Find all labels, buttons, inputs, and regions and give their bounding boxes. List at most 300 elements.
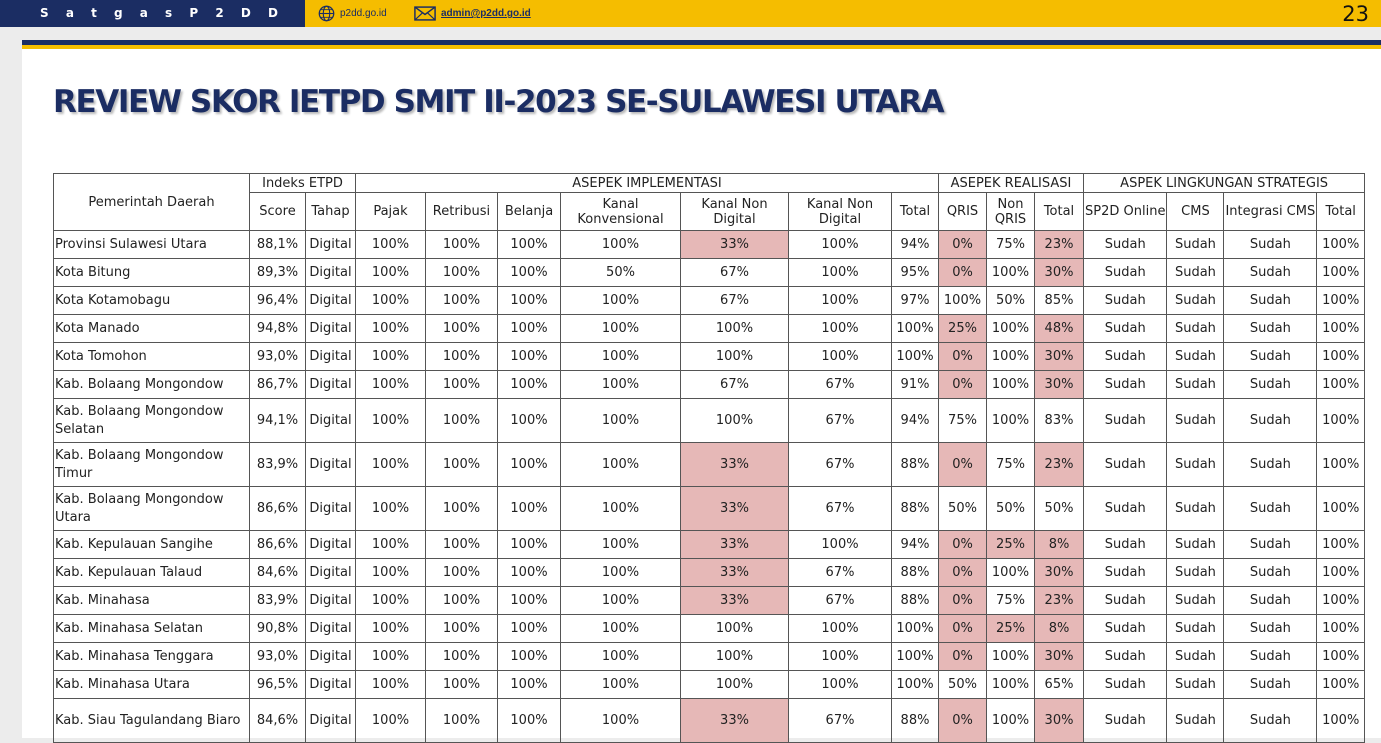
column-header: Kanal Konvensional	[561, 193, 681, 231]
table-cell: 94%	[892, 531, 939, 559]
table-cell: 30%	[1035, 643, 1084, 671]
table-cell: Digital	[306, 399, 356, 443]
table-cell: 0%	[939, 231, 987, 259]
table-cell: Sudah	[1224, 531, 1317, 559]
table-cell: 100%	[1317, 315, 1365, 343]
header-realization: ASEPEK REALISASI	[939, 174, 1084, 193]
table-cell: 100%	[498, 315, 561, 343]
table-cell: Digital	[306, 371, 356, 399]
table-cell: 100%	[498, 531, 561, 559]
table-cell: 0%	[939, 531, 987, 559]
table-cell: Sudah	[1167, 287, 1224, 315]
table-cell: Sudah	[1224, 615, 1317, 643]
table-cell: 33%	[681, 231, 789, 259]
table-cell: 75%	[987, 231, 1035, 259]
table-cell: 0%	[939, 259, 987, 287]
table-cell: 100%	[892, 343, 939, 371]
table-cell: 86,7%	[250, 371, 306, 399]
table-cell: 33%	[681, 487, 789, 531]
table-cell: Sudah	[1224, 643, 1317, 671]
table-cell: 100%	[356, 343, 426, 371]
table-cell: Sudah	[1167, 671, 1224, 699]
column-header: Score	[250, 193, 306, 231]
website-link[interactable]	[318, 0, 387, 27]
table-cell: 100%	[498, 643, 561, 671]
table-cell: 94%	[892, 399, 939, 443]
table-cell: 100%	[561, 699, 681, 743]
table-cell: 100%	[356, 531, 426, 559]
table-cell: Digital	[306, 559, 356, 587]
table-cell: Sudah	[1224, 671, 1317, 699]
table-row	[54, 531, 1365, 559]
table-cell: 100%	[356, 559, 426, 587]
table-cell: 100%	[561, 371, 681, 399]
table-cell: 50%	[1035, 487, 1084, 531]
table-cell: 23%	[1035, 231, 1084, 259]
table-cell: Sudah	[1224, 399, 1317, 443]
table-cell: 100%	[426, 315, 498, 343]
website-text: p2dd.go.id	[340, 8, 387, 19]
table-cell: Sudah	[1224, 443, 1317, 487]
table-cell: 100%	[498, 231, 561, 259]
table-cell: 100%	[426, 699, 498, 743]
table-cell: 84,6%	[250, 559, 306, 587]
table-cell: 30%	[1035, 259, 1084, 287]
globe-icon	[318, 5, 335, 22]
table-cell: 100%	[498, 343, 561, 371]
table-cell: Sudah	[1224, 487, 1317, 531]
table-cell: Digital	[306, 643, 356, 671]
table-cell: Sudah	[1084, 315, 1167, 343]
table-cell: 100%	[1317, 287, 1365, 315]
table-row	[54, 371, 1365, 399]
table-cell: 100%	[987, 259, 1035, 287]
table-cell: 100%	[426, 671, 498, 699]
table-cell: 67%	[789, 371, 892, 399]
table-cell: Sudah	[1084, 487, 1167, 531]
table-cell: 88%	[892, 487, 939, 531]
table-row	[54, 315, 1365, 343]
table-cell: Digital	[306, 315, 356, 343]
table-cell: Sudah	[1167, 643, 1224, 671]
column-header: Tahap	[306, 193, 356, 231]
table-cell: 100%	[498, 287, 561, 315]
table-cell: 100%	[561, 487, 681, 531]
table-row	[54, 443, 1365, 487]
table-cell: 33%	[681, 699, 789, 743]
table-cell: 100%	[1317, 531, 1365, 559]
table-cell: 23%	[1035, 587, 1084, 615]
table-row	[54, 643, 1365, 671]
table-cell: Digital	[306, 699, 356, 743]
table-cell: Digital	[306, 671, 356, 699]
table-cell: 100%	[681, 399, 789, 443]
table-cell: Sudah	[1167, 559, 1224, 587]
table-cell: 100%	[987, 399, 1035, 443]
table-cell: Digital	[306, 615, 356, 643]
table-cell: 33%	[681, 531, 789, 559]
table-cell: 67%	[789, 443, 892, 487]
table-cell: 67%	[681, 287, 789, 315]
table-row	[54, 399, 1365, 443]
table-cell: 100%	[498, 559, 561, 587]
table-cell: 100%	[987, 643, 1035, 671]
table-cell: 100%	[681, 315, 789, 343]
table-row	[54, 559, 1365, 587]
table-cell: 100%	[681, 643, 789, 671]
table-cell: 65%	[1035, 671, 1084, 699]
table-cell: Sudah	[1224, 287, 1317, 315]
region-name: Kab. Minahasa	[54, 587, 250, 615]
column-header: Retribusi	[426, 193, 498, 231]
table-cell: Sudah	[1084, 343, 1167, 371]
table-cell: 84,6%	[250, 699, 306, 743]
table-cell: Sudah	[1084, 287, 1167, 315]
table-cell: 100%	[498, 399, 561, 443]
table-cell: 100%	[789, 615, 892, 643]
region-name: Provinsi Sulawesi Utara	[54, 231, 250, 259]
table-cell: 100%	[426, 615, 498, 643]
table-row	[54, 487, 1365, 531]
table-cell: 100%	[892, 643, 939, 671]
table-cell: 94%	[892, 231, 939, 259]
region-name: Kab. Minahasa Utara	[54, 671, 250, 699]
table-cell: 100%	[789, 343, 892, 371]
table-cell: 23%	[1035, 443, 1084, 487]
table-cell: 100%	[789, 643, 892, 671]
table-cell: 100%	[426, 531, 498, 559]
column-header: QRIS	[939, 193, 987, 231]
column-header: Kanal Non Digital	[681, 193, 789, 231]
table-cell: 100%	[561, 231, 681, 259]
brand-label: S a t g a s P 2 D D	[0, 0, 305, 27]
table-cell: 100%	[356, 315, 426, 343]
region-name: Kab. Bolaang Mongondow Timur	[54, 443, 250, 487]
table-cell: 50%	[939, 671, 987, 699]
table-cell: Sudah	[1167, 699, 1224, 743]
region-name: Kab. Kepulauan Talaud	[54, 559, 250, 587]
table-cell: Sudah	[1167, 343, 1224, 371]
table-cell: 100%	[561, 615, 681, 643]
table-cell: Digital	[306, 443, 356, 487]
column-header: CMS	[1167, 193, 1224, 231]
table-cell: 33%	[681, 443, 789, 487]
table-cell: 100%	[426, 399, 498, 443]
table-cell: 67%	[789, 487, 892, 531]
table-cell: 100%	[498, 371, 561, 399]
table-cell: 100%	[356, 487, 426, 531]
table-cell: 100%	[987, 559, 1035, 587]
score-table	[53, 173, 1365, 743]
table-cell: 30%	[1035, 343, 1084, 371]
table-cell: 50%	[987, 287, 1035, 315]
table-cell: Sudah	[1084, 443, 1167, 487]
table-cell: 94,8%	[250, 315, 306, 343]
table-cell: Sudah	[1084, 643, 1167, 671]
table-cell: 100%	[1317, 587, 1365, 615]
table-cell: 100%	[789, 671, 892, 699]
table-cell: 33%	[681, 587, 789, 615]
table-cell: 100%	[789, 315, 892, 343]
table-cell: Sudah	[1167, 587, 1224, 615]
table-cell: 100%	[356, 443, 426, 487]
table-cell: 100%	[561, 671, 681, 699]
table-cell: 100%	[561, 315, 681, 343]
table-cell: 100%	[939, 287, 987, 315]
column-header: Total	[892, 193, 939, 231]
table-cell: 100%	[561, 643, 681, 671]
table-cell: Sudah	[1167, 399, 1224, 443]
table-cell: 100%	[1317, 643, 1365, 671]
column-header: Pajak	[356, 193, 426, 231]
table-cell: Sudah	[1224, 343, 1317, 371]
table-row	[54, 587, 1365, 615]
table-cell: 88%	[892, 587, 939, 615]
table-cell: 8%	[1035, 615, 1084, 643]
region-name: Kab. Bolaang Mongondow Utara	[54, 487, 250, 531]
page-title: REVIEW SKOR IETPD SMIT II-2023 SE-SULAWESI UTARA	[53, 84, 944, 120]
table-cell: 100%	[1317, 443, 1365, 487]
table-cell: 0%	[939, 615, 987, 643]
table-row	[54, 287, 1365, 315]
header-index-etpd: Indeks ETPD	[250, 174, 356, 193]
table-cell: 100%	[789, 231, 892, 259]
region-name: Kab. Siau Tagulandang Biaro	[54, 699, 250, 743]
table-cell: 100%	[498, 699, 561, 743]
table-cell: 91%	[892, 371, 939, 399]
region-name: Kab. Kepulauan Sangihe	[54, 531, 250, 559]
table-cell: 100%	[561, 559, 681, 587]
table-cell: 100%	[426, 443, 498, 487]
column-header: Belanja	[498, 193, 561, 231]
table-cell: 100%	[426, 643, 498, 671]
table-cell: Sudah	[1167, 531, 1224, 559]
table-cell: 86,6%	[250, 487, 306, 531]
region-name: Kota Bitung	[54, 259, 250, 287]
table-row	[54, 671, 1365, 699]
table-cell: 100%	[561, 399, 681, 443]
table-cell: 67%	[681, 371, 789, 399]
table-cell: 100%	[356, 643, 426, 671]
column-header: Non QRIS	[987, 193, 1035, 231]
table-cell: Sudah	[1224, 699, 1317, 743]
table-cell: 33%	[681, 559, 789, 587]
table-cell: 100%	[426, 371, 498, 399]
table-cell: 100%	[892, 315, 939, 343]
gold-divider	[22, 45, 1381, 49]
table-cell: 100%	[356, 587, 426, 615]
table-cell: 100%	[498, 443, 561, 487]
table-cell: Digital	[306, 287, 356, 315]
table-cell: Sudah	[1084, 231, 1167, 259]
table-cell: 100%	[498, 487, 561, 531]
table-cell: 100%	[1317, 699, 1365, 743]
table-cell: 100%	[987, 371, 1035, 399]
table-row	[54, 343, 1365, 371]
table-cell: 100%	[498, 671, 561, 699]
table-cell: 100%	[789, 287, 892, 315]
table-cell: Sudah	[1167, 371, 1224, 399]
table-cell: Digital	[306, 259, 356, 287]
table-cell: 94,1%	[250, 399, 306, 443]
table-cell: 95%	[892, 259, 939, 287]
column-header: Total	[1317, 193, 1365, 231]
table-cell: 0%	[939, 699, 987, 743]
header-region: Pemerintah Daerah	[54, 174, 250, 231]
table-cell: Sudah	[1084, 587, 1167, 615]
table-cell: Sudah	[1084, 559, 1167, 587]
table-cell: 100%	[426, 559, 498, 587]
top-bar	[0, 0, 1381, 27]
table-cell: 67%	[681, 259, 789, 287]
table-cell: 100%	[789, 259, 892, 287]
region-name: Kab. Bolaang Mongondow Selatan	[54, 399, 250, 443]
table-row	[54, 699, 1365, 743]
table-cell: Sudah	[1084, 671, 1167, 699]
table-cell: 100%	[892, 671, 939, 699]
table-cell: Sudah	[1167, 615, 1224, 643]
table-cell: 100%	[987, 315, 1035, 343]
table-cell: 100%	[498, 615, 561, 643]
table-cell: 88%	[892, 699, 939, 743]
table-cell: 50%	[561, 259, 681, 287]
table-cell: 0%	[939, 643, 987, 671]
table-cell: Sudah	[1084, 615, 1167, 643]
table-cell: 100%	[356, 399, 426, 443]
table-cell: Digital	[306, 587, 356, 615]
table-cell: 25%	[939, 315, 987, 343]
table-cell: 50%	[987, 487, 1035, 531]
column-header: SP2D Online	[1084, 193, 1167, 231]
table-body	[54, 231, 1365, 743]
table-cell: Digital	[306, 487, 356, 531]
table-cell: Sudah	[1224, 559, 1317, 587]
header-implementation: ASEPEK IMPLEMENTASI	[356, 174, 939, 193]
region-name: Kab. Minahasa Tenggara	[54, 643, 250, 671]
table-cell: 100%	[561, 287, 681, 315]
table-cell: 100%	[1317, 231, 1365, 259]
mail-icon	[414, 6, 436, 21]
table-cell: 90,8%	[250, 615, 306, 643]
region-name: Kota Kotamobagu	[54, 287, 250, 315]
table-cell: Digital	[306, 231, 356, 259]
table-cell: 100%	[561, 531, 681, 559]
table-cell: 100%	[426, 587, 498, 615]
table-cell: Sudah	[1167, 443, 1224, 487]
table-cell: 100%	[561, 443, 681, 487]
table-cell: 83,9%	[250, 587, 306, 615]
table-cell: Sudah	[1224, 315, 1317, 343]
table-cell: 30%	[1035, 699, 1084, 743]
table-cell: Sudah	[1084, 371, 1167, 399]
table-cell: 30%	[1035, 559, 1084, 587]
table-cell: 100%	[987, 343, 1035, 371]
table-cell: 100%	[356, 615, 426, 643]
table-cell: 100%	[681, 671, 789, 699]
table-cell: 8%	[1035, 531, 1084, 559]
table-row	[54, 259, 1365, 287]
table-cell: Digital	[306, 343, 356, 371]
table-cell: Sudah	[1224, 587, 1317, 615]
table-cell: 100%	[498, 587, 561, 615]
table-cell: 100%	[681, 615, 789, 643]
header-strategic: ASPEK LINGKUNGAN STRATEGIS	[1084, 174, 1365, 193]
email-text: admin@p2dd.go.id	[441, 8, 531, 19]
region-name: Kota Tomohon	[54, 343, 250, 371]
table-cell: 0%	[939, 343, 987, 371]
table-cell: 100%	[426, 343, 498, 371]
table-cell: 100%	[681, 343, 789, 371]
page-number: 23	[1342, 2, 1369, 26]
column-header: Kanal Non Digital	[789, 193, 892, 231]
table-cell: 100%	[1317, 399, 1365, 443]
table-cell: 100%	[498, 259, 561, 287]
table-cell: 96,5%	[250, 671, 306, 699]
table-cell: 100%	[356, 231, 426, 259]
table-cell: 100%	[987, 699, 1035, 743]
table-cell: 100%	[561, 587, 681, 615]
table-cell: 48%	[1035, 315, 1084, 343]
table-cell: 100%	[1317, 371, 1365, 399]
table-cell: 50%	[939, 487, 987, 531]
table-cell: Sudah	[1084, 399, 1167, 443]
table-cell: 30%	[1035, 371, 1084, 399]
region-name: Kab. Minahasa Selatan	[54, 615, 250, 643]
table-cell: 100%	[892, 615, 939, 643]
table-cell: 100%	[426, 487, 498, 531]
column-header: Integrasi CMS	[1224, 193, 1317, 231]
table-cell: 0%	[939, 371, 987, 399]
table-cell: 96,4%	[250, 287, 306, 315]
table-cell: 100%	[426, 287, 498, 315]
table-row	[54, 231, 1365, 259]
table-cell: Sudah	[1224, 231, 1317, 259]
table-cell: 100%	[1317, 559, 1365, 587]
table-cell: 25%	[987, 531, 1035, 559]
email-link[interactable]	[414, 0, 531, 27]
table-cell: 88%	[892, 443, 939, 487]
table-cell: Sudah	[1167, 259, 1224, 287]
table-cell: 97%	[892, 287, 939, 315]
table-cell: Sudah	[1167, 315, 1224, 343]
table-cell: 100%	[356, 699, 426, 743]
column-header: Total	[1035, 193, 1084, 231]
table-cell: 89,3%	[250, 259, 306, 287]
table-cell: 100%	[356, 259, 426, 287]
table-cell: Sudah	[1224, 259, 1317, 287]
table-cell: 100%	[561, 343, 681, 371]
table-cell: 75%	[987, 587, 1035, 615]
table-cell: 0%	[939, 443, 987, 487]
table-cell: 83%	[1035, 399, 1084, 443]
table-row	[54, 615, 1365, 643]
table-cell: 100%	[1317, 615, 1365, 643]
column-header-row	[54, 193, 1365, 231]
table-cell: Sudah	[1167, 231, 1224, 259]
table-cell: 100%	[426, 259, 498, 287]
table-cell: 67%	[789, 587, 892, 615]
table-cell: 100%	[356, 371, 426, 399]
table-cell: 100%	[987, 671, 1035, 699]
table-cell: 93,0%	[250, 343, 306, 371]
table-cell: 86,6%	[250, 531, 306, 559]
table-cell: Sudah	[1224, 371, 1317, 399]
table-cell: 100%	[356, 671, 426, 699]
table-cell: 75%	[987, 443, 1035, 487]
table-cell: 100%	[356, 287, 426, 315]
table-cell: 85%	[1035, 287, 1084, 315]
table-cell: Digital	[306, 531, 356, 559]
